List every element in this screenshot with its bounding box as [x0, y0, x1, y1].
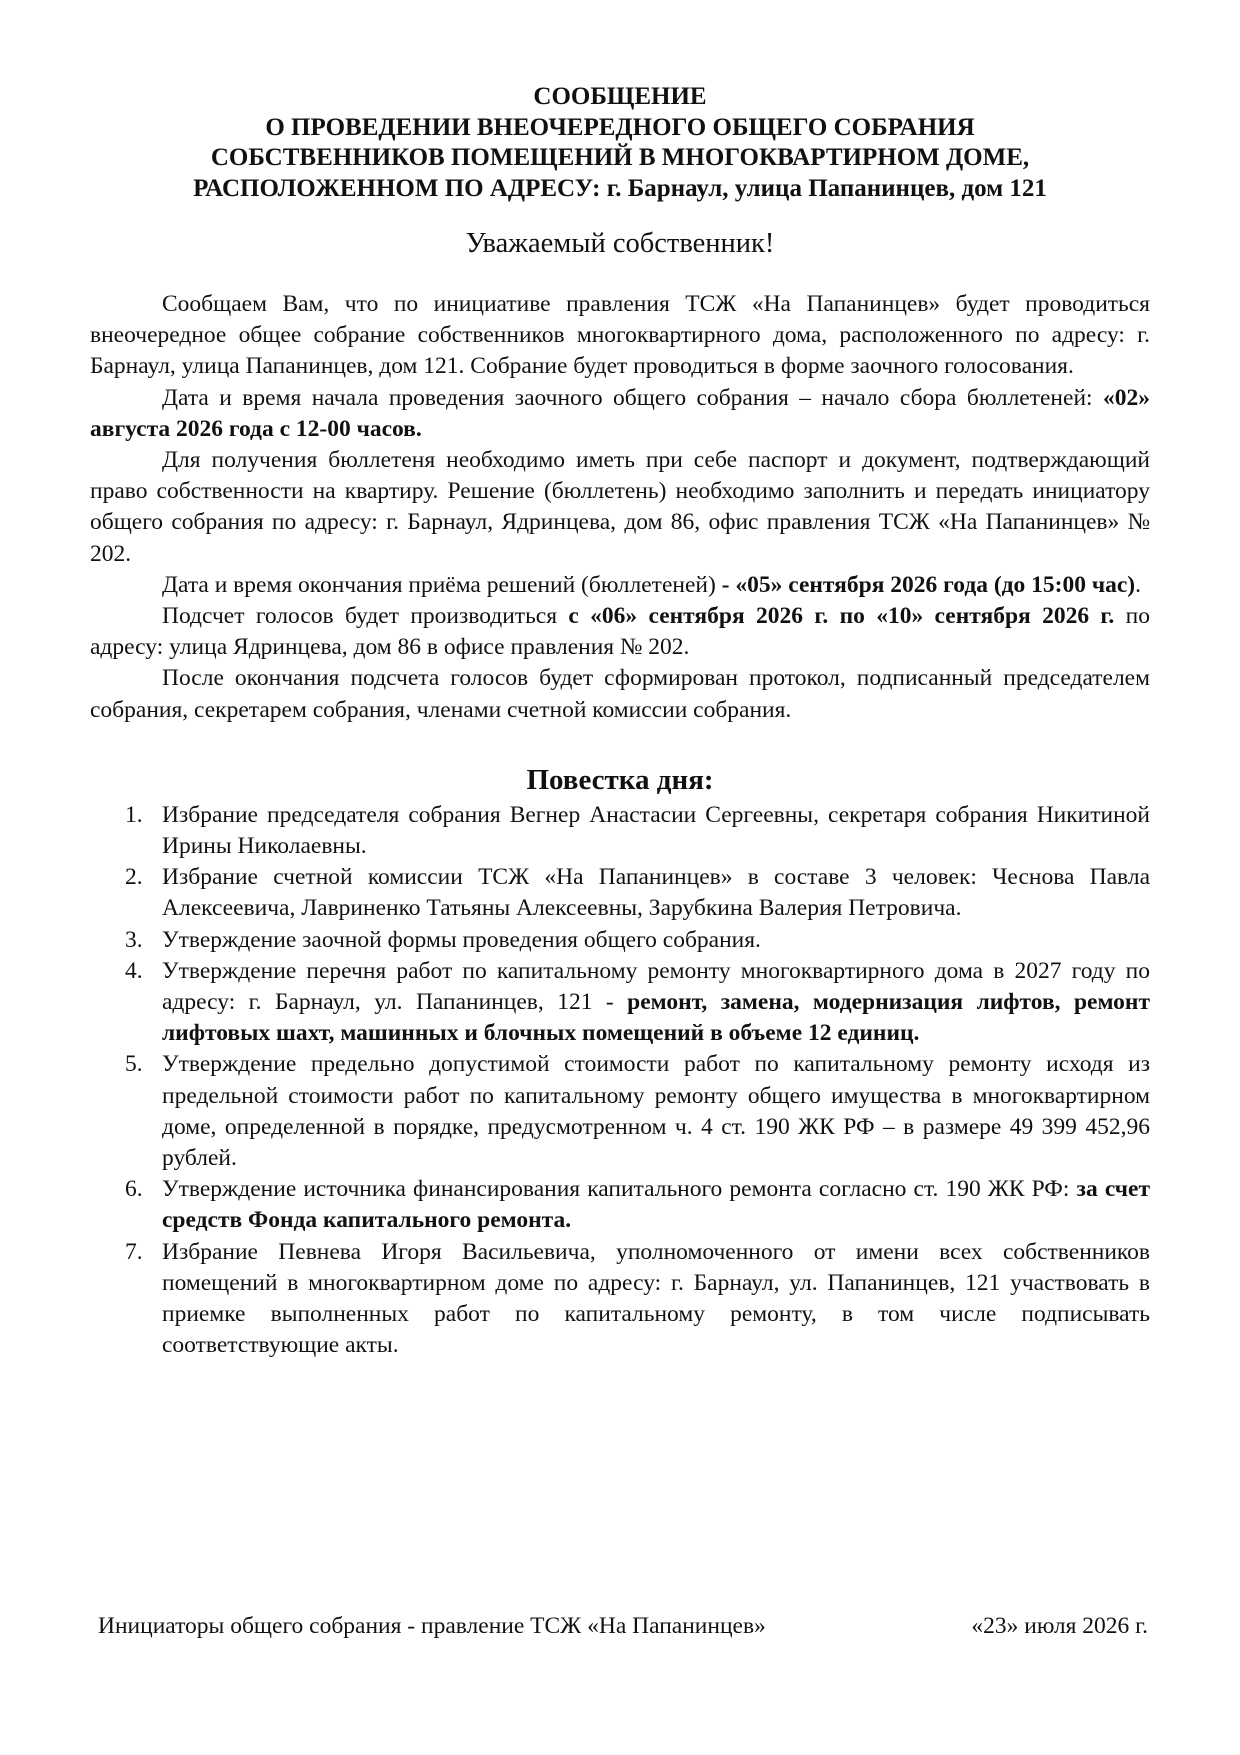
title-line: О ПРОВЕДЕНИИ ВНЕОЧЕРЕДНОГО ОБЩЕГО СОБРАНИЯ	[265, 113, 975, 141]
start-date: «02» августа 2026 года с 12-00 часов.	[90, 384, 1150, 442]
agenda-item-number: 7.	[125, 1238, 143, 1265]
agenda-item-emphasis: за счет средств Фонда капитального ремонта.	[162, 1176, 1151, 1234]
agenda-item-number: 2.	[125, 864, 143, 891]
paragraph-protocol: После окончания подсчета голосов будет сформирован протокол, подписанный председателем собрания, секретарем собрания, членами счетной комиссии собрания.	[90, 665, 1150, 723]
agenda-item-text: Утверждение предельно допустимой стоимости работ по капитальному ремонту исходя из предельной стоимости работ по капитальному ремонту общего имущества в многоквартирном доме, определенной в порядке, предусмотренном ч. 4 ст. 190 ЖК РФ – в размере 49 399 452,96 рублей.	[162, 1051, 1150, 1172]
paragraph-initiative: Сообщаем Вам, что по инициативе правления ТСЖ «На Папанинцев» будет проводиться внеочередное общее собрание собственников многоквартирного дома, расположенного по адресу: г. Барнаул, улица Папанинцев, дом 121. Собрание будет проводиться в форме заочного голосования.	[90, 291, 1150, 380]
paragraph-start-date	[90, 383, 1150, 445]
agenda-item-emphasis: ремонт, замена, модернизация лифтов, ремонт лифтовых шахт, машинных и блочных помещений в объеме 12 единиц.	[162, 989, 1150, 1047]
paragraph-text: Подсчет голосов будет производиться	[162, 603, 569, 630]
notice-document	[90, 82, 1150, 1362]
paragraph-text: Дата и время окончания приёма решений (бюллетеней)	[162, 571, 716, 598]
initiators-signature: Инициаторы общего собрания - правление ТСЖ «На Папанинцев»	[98, 1613, 766, 1639]
paragraph-text: по адресу: улица Ядринцева, дом 86 в офисе правления № 202.	[90, 603, 1150, 661]
agenda-item	[90, 925, 1150, 956]
agenda-item-text: Избрание председателя собрания Вегнер Анастасии Сергеевны, секретаря собрания Никитиной Ирины Николаевны.	[162, 801, 1150, 860]
greeting: Уважаемый собственник!	[465, 228, 775, 259]
agenda-item	[90, 1237, 1150, 1362]
agenda-item	[90, 1174, 1150, 1236]
agenda-item-number: 3.	[125, 926, 143, 953]
end-date: - «05» сентября 2026 года (до 15:00 час)	[715, 571, 1136, 598]
paragraph-end-date	[90, 570, 1150, 601]
title-line: РАСПОЛОЖЕННОМ ПО АДРЕСУ: г. Барнаул, улица Папанинцев, дом 121	[193, 174, 1047, 202]
document-title	[90, 82, 1150, 204]
agenda-item-text: Избрание Певнева Игоря Васильевича, уполномоченного от имени всех собственников помещений в многоквартирном доме по адресу: г. Барнаул, ул. Папанинцев, 121 участвовать в приемке выполненных работ по капитальному ремонту, в том числе подписывать соответствующие акты.	[162, 1238, 1150, 1359]
paragraph-text: Дата и время начала проведения заочного общего собрания – начало сбора бюллетеней:	[162, 384, 1103, 411]
agenda-item-text: Утверждение заочной формы проведения общего собрания.	[162, 926, 761, 953]
agenda-item-text: Избрание счетной комиссии ТСЖ «На Папанинцев» в составе 3 человек: Чеснова Павла Алексеевича, Лавриненко Татьяны Алексеевны, Зарубкина Валерия Петровича.	[162, 864, 1150, 922]
agenda-item	[90, 800, 1150, 862]
paragraph-vote-count	[90, 601, 1150, 663]
notice-body	[90, 289, 1150, 726]
count-dates: с «06» сентября 2026 г. по «10» сентября 2026 г.	[568, 603, 1115, 630]
agenda-item-text: Утверждение перечня работ по капитальному ремонту многоквартирного дома в 2027 году по адресу: г. Барнаул, ул. Папанинцев, 121 -	[162, 957, 1150, 1016]
document-date: «23» июля 2026 г.	[971, 1613, 1148, 1639]
agenda-heading: Повестка дня:	[526, 763, 714, 796]
agenda-item-text: Утверждение источника финансирования капитального ремонта согласно ст. 190 ЖК РФ:	[162, 1176, 1077, 1203]
title-line: СООБЩЕНИЕ	[533, 83, 707, 110]
agenda-list	[90, 800, 1150, 1362]
agenda-item	[90, 956, 1150, 1050]
agenda-item-number: 4.	[125, 957, 143, 984]
agenda-item-number: 5.	[125, 1051, 143, 1078]
agenda-item-number: 6.	[125, 1176, 143, 1203]
agenda-item	[90, 862, 1150, 924]
agenda-item	[90, 1049, 1150, 1174]
title-line: СОБСТВЕННИКОВ ПОМЕЩЕНИЙ В МНОГОКВАРТИРНОМ ДОМЕ,	[210, 144, 1030, 171]
paragraph-text: .	[1135, 571, 1142, 598]
agenda-item-number: 1.	[125, 801, 143, 828]
paragraph-ballot-instructions: Для получения бюллетеня необходимо иметь при себе паспорт и документ, подтверждающий право собственности на квартиру. Решение (бюллетень) необходимо заполнить и передать инициатору общего собрания по адресу: г. Барнаул, Ядринцева, дом 86, офис правления ТСЖ «На Папанинцев» № 202.	[90, 447, 1150, 567]
